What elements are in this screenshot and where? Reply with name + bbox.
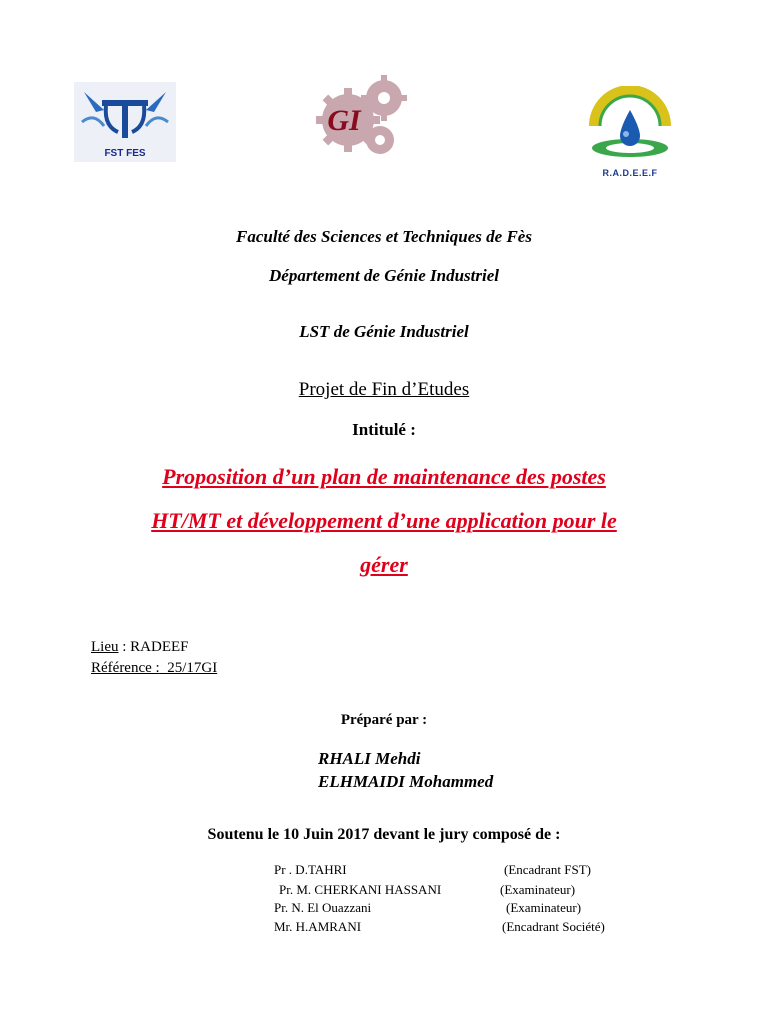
jury-member-name: Pr. N. El Ouazzani [274,900,372,915]
svg-text:GI: GI [327,104,361,137]
lieu-line [91,638,189,657]
defense-statement: Soutenu le 10 Juin 2017 devant le jury composé de : [207,826,561,843]
project-title-line: Proposition d’un plan de maintenance des postes [162,464,606,489]
jury-member-name: Pr . D.TAHRI [274,862,347,877]
prepared-by-label: Préparé par : [340,712,428,728]
fst-fes-logo [74,82,176,162]
jury-member-role: (Encadrant FST) [504,862,592,877]
reference-text [91,660,217,676]
reference-line [91,659,217,678]
reference-value: 25/17GI [159,660,218,676]
project-title-line: HT/MT et développement d’une application pour le [151,508,617,533]
department-name: Département de Génie Industriel [269,266,499,285]
project-title [0,455,768,587]
jury-member-role: (Examinateur) [500,882,576,897]
fst-logo-caption: FST FES [104,148,146,159]
lieu-value: : RADEEF [118,639,189,655]
program-name: LST de Génie Industriel [299,322,469,341]
author-name: RHALI Mehdi [318,749,421,768]
project-type-text: Projet de Fin d’Etudes [298,379,470,400]
jury-member-name: Mr. H.AMRANI [274,919,362,934]
jury-member-role: (Examinateur) [506,900,582,915]
jury-member-name: Pr. M. CHERKANI HASSANI [279,882,442,897]
reference-label: Référence : [91,660,160,676]
lieu-label: Lieu [91,639,119,655]
radeef-logo-caption: R.A.D.E.E.F [602,168,658,178]
jury-member-role: (Encadrant Société) [502,919,605,934]
project-type [0,379,768,401]
author-name: ELHMAIDI Mohammed [318,772,494,791]
faculty-name: Faculté des Sciences et Techniques de Fès [236,227,532,246]
gear-icon [314,68,410,164]
radeef-logo [580,86,680,178]
water-drop-icon [580,86,680,166]
gi-logo [314,68,410,164]
project-title-line: gérer [360,552,408,577]
intitule-label: Intitulé : [352,420,416,439]
